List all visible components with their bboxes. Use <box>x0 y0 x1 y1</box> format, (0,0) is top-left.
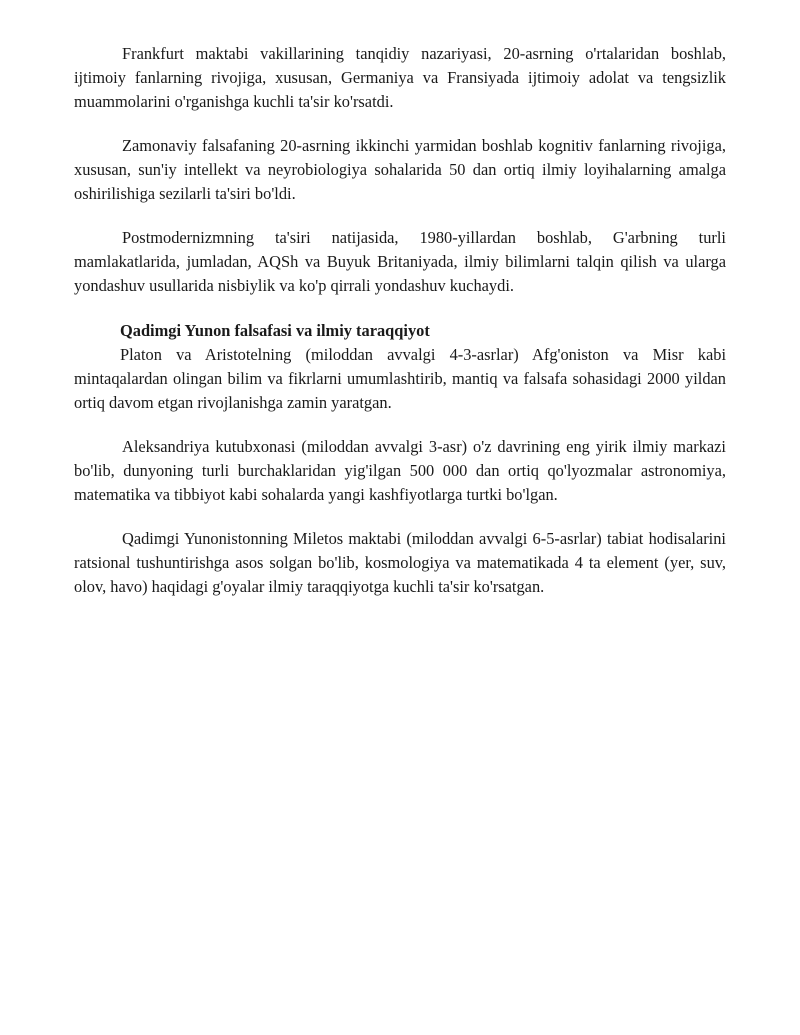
section-heading: Qadimgi Yunon falsafasi va ilmiy taraqqiyot <box>120 321 430 340</box>
paragraph-postmodernism: Postmodernizmning ta'siri natijasida, 1980-yillardan boshlab, G'arbning turli mamlakatlarida, jumladan, AQSh va Buyuk Britaniyada, ilmiy bilimlarni talqin qilish va ularga yondashuv usullarida nisbiylik va ko'p qirrali yondashuv kuchaydi. <box>74 228 726 295</box>
document-page <box>74 42 726 599</box>
paragraph-frankfurt-school: Frankfurt maktabi vakillarining tanqidiy nazariyasi, 20-asrning o'rtalaridan boshlab, ijtimoiy fanlarning rivojiga, xususan, Germaniya va Fransiyada ijtimoiy adolat va tengsizlik muammolarini o'rganishga kuchli ta'sir ko'rsatdi. <box>74 44 726 111</box>
paragraph-miletus-school: Qadimgi Yunonistonning Miletos maktabi (miloddan avvalgi 6-5-asrlar) tabiat hodisalarini ratsional tushuntirishga asos solgan bo'lib, kosmologiya va matematikada 4 ta element (yer, suv, olov, havo) haqidagi g'oyalar ilmiy taraqqiyotga kuchli ta'sir ko'rsatgan. <box>74 529 726 596</box>
paragraph-plato-aristotle: Platon va Aristotelning (miloddan avvalgi 4-3-asrlar) Afg'oniston va Misr kabi mintaqalardan olingan bilim va fikrlarni umumlashtirib, mantiq va falsafa sohasidagi 2000 yildan ortiq davom etgan rivojlanishga zamin yaratgan. <box>74 345 726 412</box>
paragraph-modern-philosophy: Zamonaviy falsafaning 20-asrning ikkinchi yarmidan boshlab kognitiv fanlarning rivojiga, xususan, sun'iy intellekt va neyrobiologiya sohalarida 50 dan ortiq ilmiy loyihalarning amalga oshirilishiga sezilarli ta'siri bo'ldi. <box>74 136 726 203</box>
paragraph-alexandria-library: Aleksandriya kutubxonasi (miloddan avvalgi 3-asr) o'z davrining eng yirik ilmiy markazi bo'lib, dunyoning turli burchaklaridan yig'ilgan 500 000 dan ortiq qo'lyozmalar astronomiya, matematika va tibbiyot kabi sohalarda yangi kashfiyotlarga turtki bo'lgan. <box>74 437 726 504</box>
